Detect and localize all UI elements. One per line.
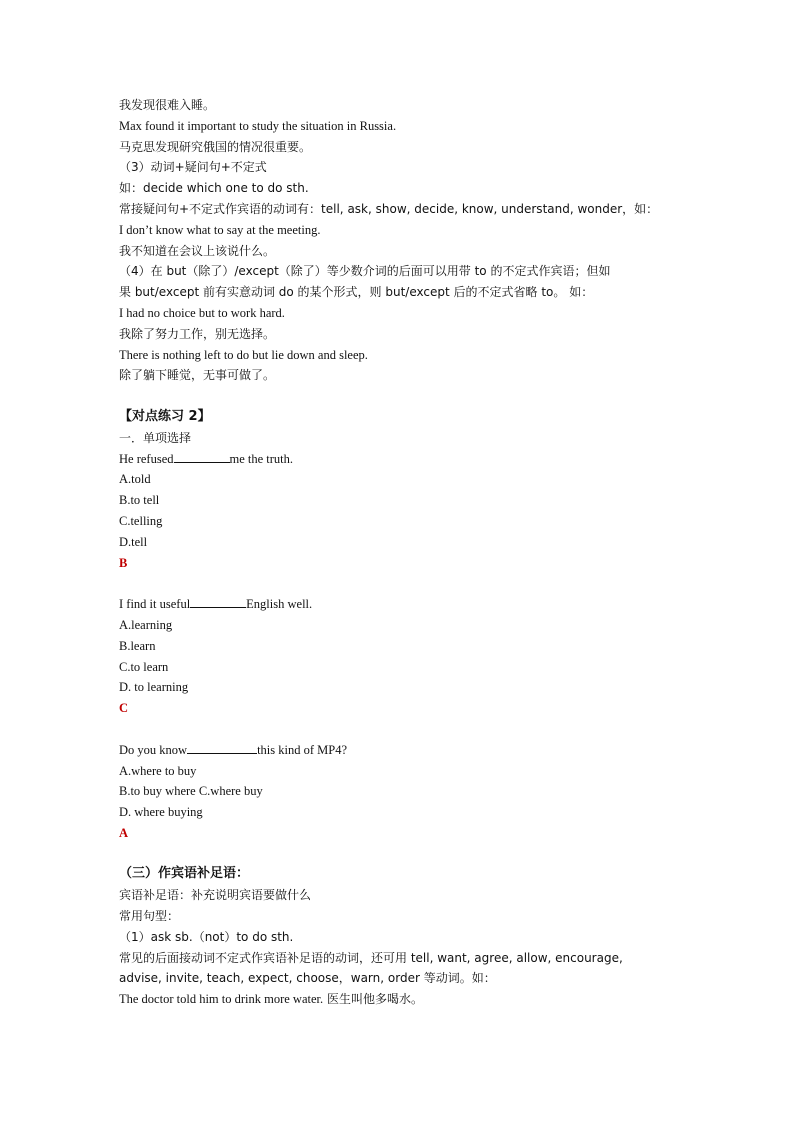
rule-heading: （1）ask sb.（not）to do sth. [119, 929, 294, 944]
spacer [119, 844, 679, 865]
question-stem-before: I find it useful [119, 597, 191, 612]
answer-blank [187, 741, 257, 754]
question-option: B.to buy where C.where buy [119, 784, 263, 799]
example-line [119, 989, 679, 1010]
question-stem [119, 449, 679, 470]
question-stem [119, 594, 679, 615]
question-option: B.to tell [119, 493, 160, 508]
text-line: I don’t know what to say at the meeting. [119, 222, 321, 237]
question-stem-after: English well. [246, 597, 313, 612]
document-page [119, 95, 679, 1010]
question-option: B.learn [119, 638, 156, 653]
spacer [119, 573, 679, 594]
question-option: A.learning [119, 617, 173, 632]
question-option: C.to learn [119, 659, 169, 674]
practice-heading: 【对点练习 2】 [119, 408, 211, 424]
text-line: 我发现很难入睡。 [119, 98, 216, 112]
question-stem-before: He refused [119, 451, 174, 466]
spacer [119, 386, 679, 407]
text-line: I had no choice but to work hard. [119, 305, 285, 320]
question-stem-after: me the truth. [229, 451, 294, 466]
text-line: 马克思发现研究俄国的情况很重要。 [119, 139, 312, 154]
question-option: A.told [119, 472, 151, 487]
question-option: A.where to buy [119, 763, 197, 778]
text-line: 果 but/except 前有实意动词 do 的某个形式，则 but/except 后的不定式省略 to。 如： [119, 285, 594, 300]
question-option: C.telling [119, 513, 163, 528]
answer-blank [174, 450, 230, 463]
text-line: 常用句型： [119, 909, 180, 924]
text-line: advise, invite, teach, expect, choose，warn, order 等动词。如： [119, 971, 496, 986]
section-heading: （三）作宾语补足语： [119, 866, 250, 882]
rule-heading: （4）在 but（除了）/except（除了）等少数介词的后面可以用带 to 的不定式作宾语；但如 [119, 264, 611, 279]
text-line: 如：decide which one to do sth. [119, 181, 309, 196]
question-answer: C [119, 701, 129, 716]
text-line: There is nothing left to do but lie down and sleep. [119, 347, 368, 362]
text-line: 宾语补足语：补充说明宾语要做什么 [119, 888, 312, 903]
text-line: 常接疑问句+不定式作宾语的动词有：tell, ask, show, decide, know, understand, wonder，如： [119, 201, 659, 216]
question-option: D. where buying [119, 805, 203, 820]
spacer [119, 719, 679, 740]
question-stem-before: Do you know [119, 742, 188, 757]
practice-subheading: 一．单项选择 [119, 430, 192, 445]
question-stem [119, 740, 679, 761]
question-answer: A [119, 825, 129, 840]
text-line: 我除了努力工作，别无选择。 [119, 326, 276, 341]
rule-heading: （3）动词+疑问句+不定式 [119, 160, 267, 175]
example-chinese: 医生叫他多喝水。 [323, 992, 423, 1007]
example-english: The doctor told him to drink more water. [119, 992, 324, 1007]
question-stem-after: this kind of MP4? [257, 742, 347, 757]
question-option: D.tell [119, 534, 148, 549]
text-line: 常见的后面接动词不定式作宾语补足语的动词，还可用 tell, want, agree, allow, encourage, [119, 950, 623, 965]
text-line: 我不知道在会议上该说什么。 [119, 243, 276, 258]
text-line: Max found it important to study the situation in Russia. [119, 118, 397, 133]
question-answer: B [119, 555, 128, 570]
text-line: 除了躺下睡觉，无事可做了。 [119, 368, 276, 383]
question-option: D. to learning [119, 680, 189, 695]
answer-blank [190, 595, 246, 608]
